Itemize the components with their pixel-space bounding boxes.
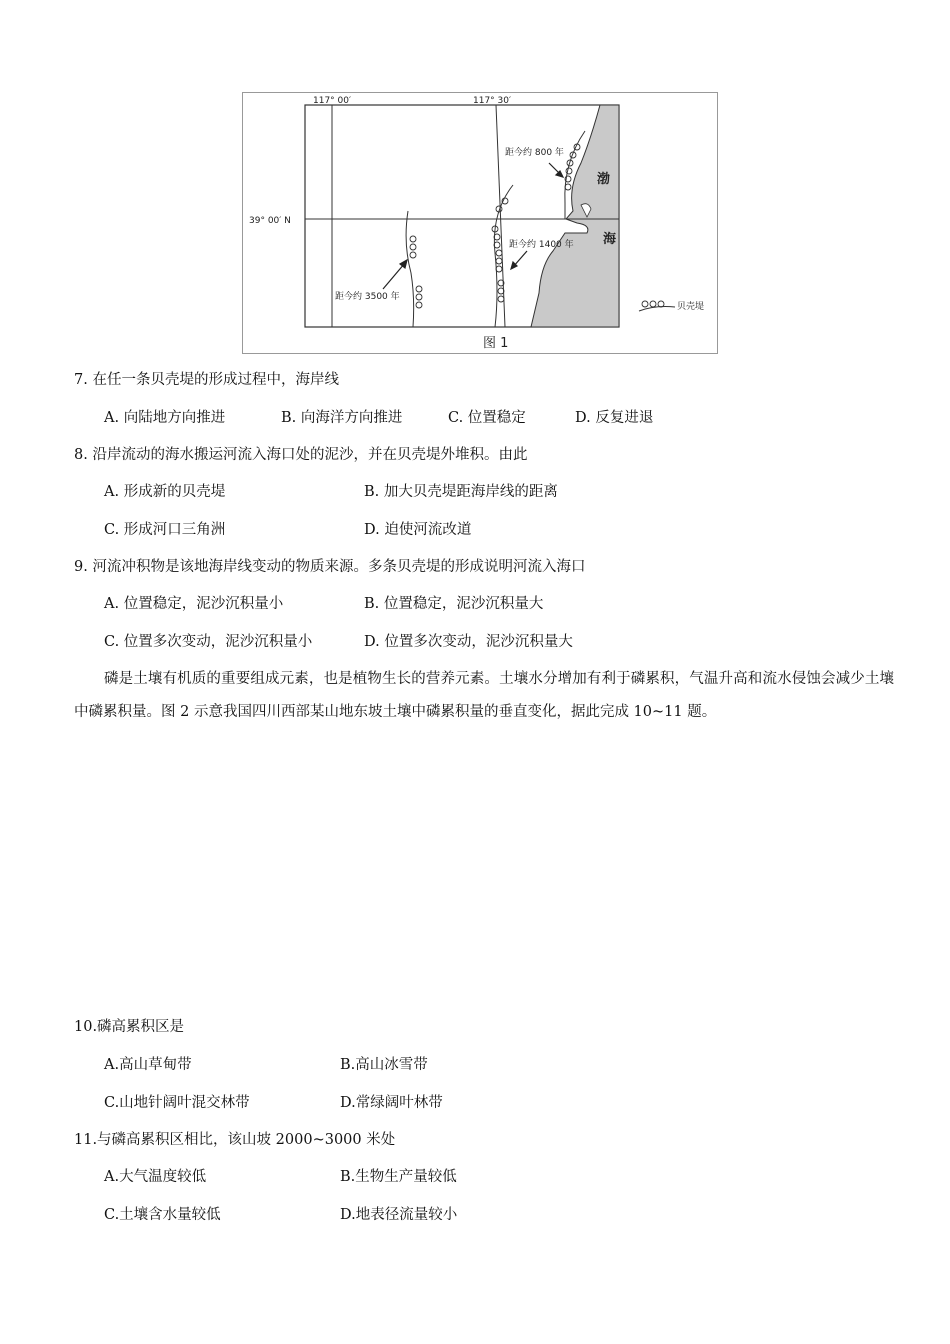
question-11-option-d: D.地表径流量较小 bbox=[340, 1207, 458, 1223]
question-9-option-d: D. 位置多次变动，泥沙沉积量大 bbox=[364, 634, 573, 650]
question-9-option-b: B. 位置稳定，泥沙沉积量大 bbox=[364, 596, 544, 612]
question-9-option-a: A. 位置稳定，泥沙沉积量小 bbox=[104, 596, 284, 612]
question-10-option-a: A.高山草甸带 bbox=[104, 1057, 192, 1073]
question-11-stem: 11.与磷高累积区相比，该山坡 2000~3000 米处 bbox=[74, 1132, 396, 1148]
question-8-option-d: D. 迫使河流改道 bbox=[364, 522, 472, 538]
figure-caption: 图 1 bbox=[483, 336, 509, 351]
question-11-option-b: B.生物生产量较低 bbox=[340, 1169, 457, 1185]
label-3500: 距今约 3500 年 bbox=[335, 292, 400, 302]
legend-shell-ridge bbox=[639, 300, 704, 312]
question-10-option-d: D.常绿阔叶林带 bbox=[340, 1095, 443, 1111]
legend-label: 贝壳堤 bbox=[677, 302, 705, 312]
question-7-option-a: A. 向陆地方向推进 bbox=[104, 410, 226, 426]
label-800: 距今约 800 年 bbox=[505, 148, 564, 158]
passage-phosphorus: 磷是土壤有机质的重要组成元素，也是植物生长的营养元素。土壤水分增加有利于磷累积，气温升高和流水侵蚀会减少土壤中磷累积量。图 2 示意我国四川西部某山地东坡土壤中磷累积量的垂直变化，据此完成 10~11 题。 bbox=[74, 671, 894, 720]
question-7-option-b: B. 向海洋方向推进 bbox=[281, 410, 403, 426]
label-1400: 距今约 1400 年 bbox=[509, 240, 574, 250]
question-10-stem: 10.磷高累积区是 bbox=[74, 1019, 185, 1035]
question-10-option-b: B.高山冰雪带 bbox=[340, 1057, 428, 1073]
question-8-option-a: A. 形成新的贝壳堤 bbox=[104, 484, 226, 500]
label-lon-right: 117° 30′ bbox=[473, 96, 512, 106]
question-8-option-c: C. 形成河口三角洲 bbox=[104, 522, 226, 538]
question-10-option-c: C.山地针阔叶混交林带 bbox=[104, 1095, 250, 1111]
question-11-option-c: C.土壤含水量较低 bbox=[104, 1207, 221, 1223]
label-sea-1: 渤 bbox=[597, 172, 611, 187]
question-7-option-c: C. 位置稳定 bbox=[448, 410, 526, 426]
question-7-stem: 7. 在任一条贝壳堤的形成过程中，海岸线 bbox=[74, 372, 339, 388]
question-9-option-c: C. 位置多次变动，泥沙沉积量小 bbox=[104, 634, 313, 650]
label-lon-left: 117° 00′ bbox=[313, 96, 352, 106]
label-sea-2: 海 bbox=[603, 232, 617, 247]
question-7-option-d: D. 反复进退 bbox=[575, 410, 654, 426]
question-9-stem: 9. 河流冲积物是该地海岸线变动的物质来源。多条贝壳堤的形成说明河流入海口 bbox=[74, 559, 586, 575]
label-lat: 39° 00′ N bbox=[249, 216, 291, 226]
figure-1-map bbox=[242, 92, 718, 354]
question-8-stem: 8. 沿岸流动的海水搬运河流入海口处的泥沙，并在贝壳堤外堆积。由此 bbox=[74, 447, 528, 463]
question-11-option-a: A.大气温度较低 bbox=[104, 1169, 207, 1185]
question-8-option-b: B. 加大贝壳堤距海岸线的距离 bbox=[364, 484, 558, 500]
map-svg bbox=[243, 93, 719, 355]
